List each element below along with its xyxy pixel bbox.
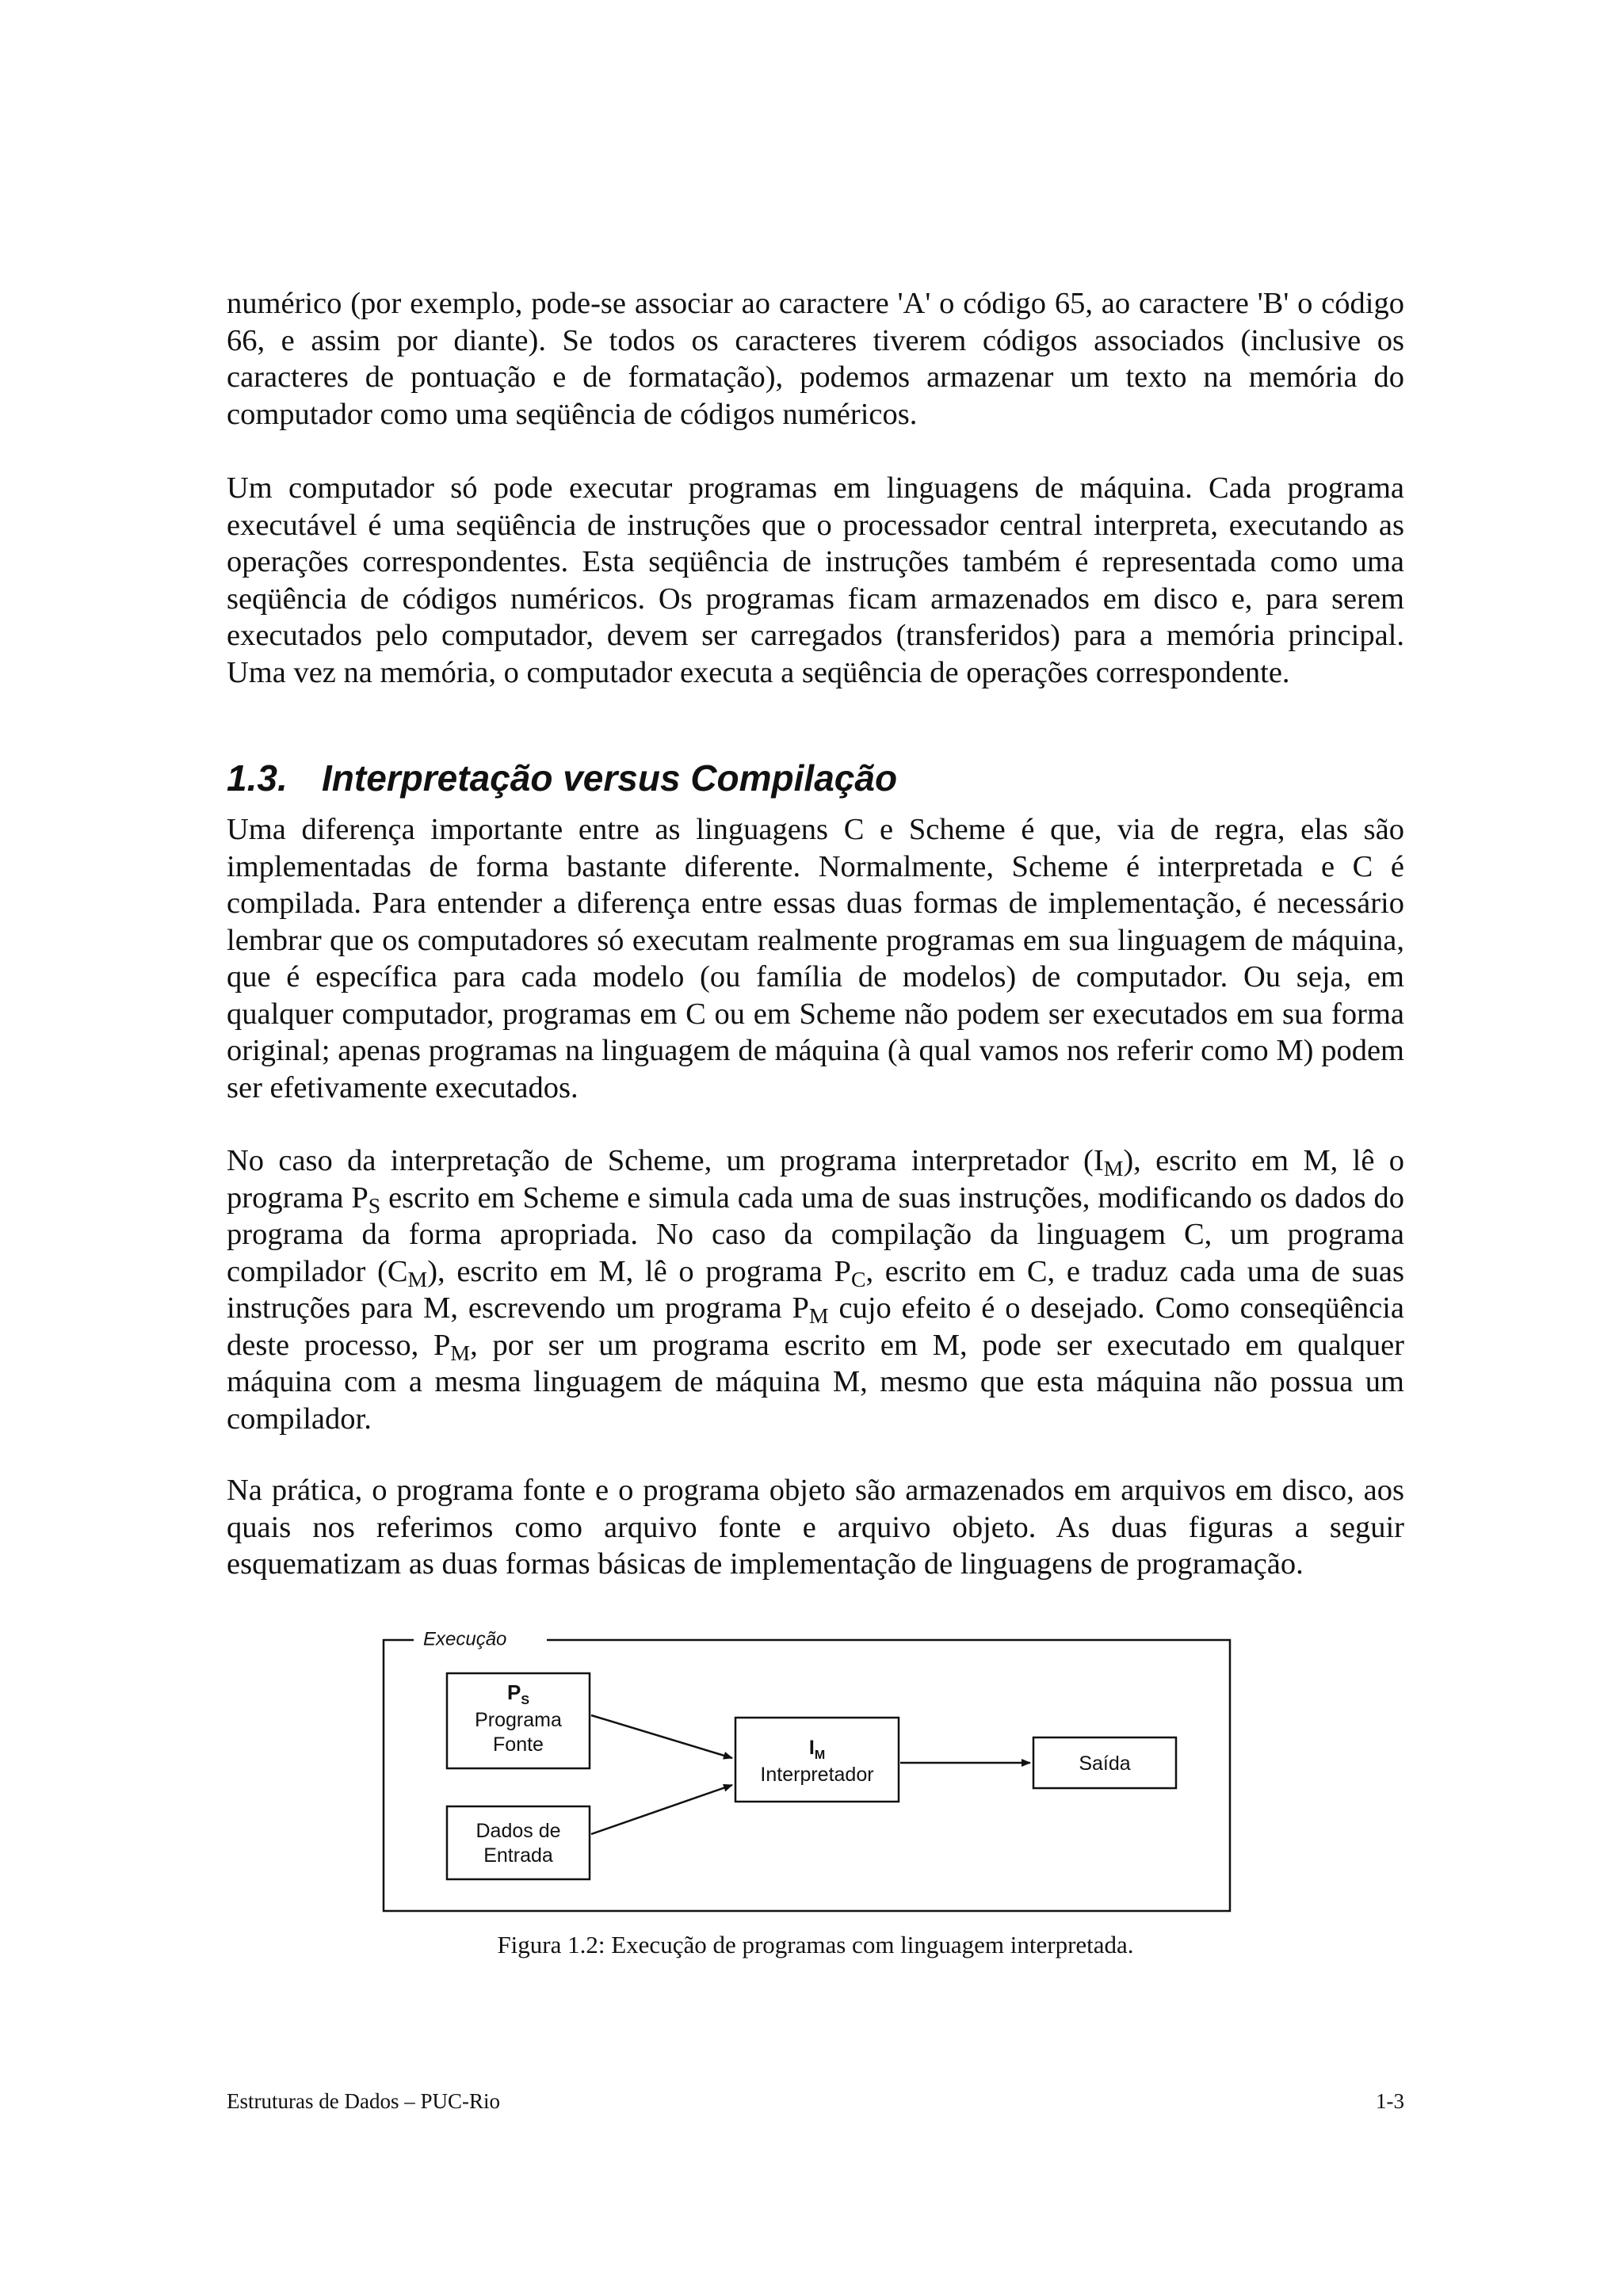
program-label-line1: Programa xyxy=(475,1709,562,1731)
figure-caption: Figura 1.2: Execução de programas com linguagem interpretada. xyxy=(497,1931,1134,1958)
arrow-program-to-interpreter xyxy=(591,1715,732,1758)
section-heading xyxy=(227,757,897,799)
program-symbol: $P_S$ xyxy=(506,1680,530,1707)
paragraph-interpretation-compilation: No caso da interpretação de Scheme, um programa interpretador $(I_M)$, escrito em M, lê o programa $P_S$ escrito em Scheme e simula cada uma de suas instruções, modificando os dados do programa da forma apropriada. No caso da compilação da linguagem C, um programa compilador $(C_M)$, escrito em M, lê o programa $P_C$, escrito em C, e traduz cada uma de suas instruções para M, escrevendo um programa $P_M$ cujo efeito é o desejado. Como conseqüência deste processo, $P_M$, por ser um programa escrito em M, pode ser executado em qualquer máquina com a mesma linguagem de máquina M, mesmo que esta máquina não possua um compilador. xyxy=(227,1144,1405,1436)
arrow-data-to-interpreter xyxy=(591,1785,732,1834)
program-label-line2: Fonte xyxy=(493,1733,544,1756)
execution-diagram xyxy=(380,1616,1236,1917)
section-number: 1.3. xyxy=(227,757,288,799)
paragraph-character-codes: numérico (por exemplo, pode-se associar ao caractere 'A' o código 65, ao caractere 'B' o código 66, e assim por diante). Se todos os caracteres tiverem códigos associados (inclusive os caracteres de pontuação e de formatação), podemos armazenar um texto na memória do computador como uma seqüência de códigos numéricos. xyxy=(227,287,1404,431)
input-data-line1: Dados de xyxy=(475,1820,561,1842)
output-label: Saída xyxy=(1079,1753,1131,1775)
paragraph-machine-language: Um computador só pode executar programas em linguagens de máquina. Cada programa executável é uma seqüência de instruções que o processador central interpreta, executando as operações correspondentes. Esta seqüência de instruções também é representada como uma seqüência de códigos numéricos. Os programas ficam armazenados em disco e, para serem executados pelo computador, devem ser carregados (transferidos) para a memória principal. Uma vez na memória, o computador executa a seqüência de operações correspondente. xyxy=(227,471,1404,689)
frame-label: Execução xyxy=(423,1628,507,1650)
paragraph-c-vs-scheme: Uma diferença importante entre as linguagens C e Scheme é que, via de regra, elas são implementadas de forma bastante diferente. Normalmente, Scheme é interpretada e C é compilada. Para entender a diferença entre essas duas formas de implementação, é necessário lembrar que os computadores só executam realmente programas em sua linguagem de máquina, que é específica para cada modelo (ou família de modelos) de computador. Ou seja, em qualquer computador, programas em C ou em Scheme não podem ser executados em sua forma original; apenas programas na linguagem de máquina (à qual vamos nos referir como M) podem ser efetivamente executados. xyxy=(227,813,1404,1104)
section-title: Interpretação versus Compilação xyxy=(322,757,898,799)
interpreter-symbol: $I_M$ xyxy=(808,1737,826,1762)
interpreter-label: Interpretador xyxy=(760,1764,874,1786)
input-data-line2: Entrada xyxy=(483,1844,553,1867)
paragraph-source-object-files: Na prática, o programa fonte e o programa objeto são armazenados em arquivos em disco, aos quais nos referimos como arquivo fonte e arquivo objeto. As duas figuras a seguir esquematizam as duas formas básicas de implementação de linguagens de programação. xyxy=(227,1474,1404,1581)
footer-title: Estruturas de Dados – PUC-Rio xyxy=(227,2089,500,2113)
input-data-box xyxy=(447,1806,590,1879)
page-number: 1-3 xyxy=(1376,2089,1404,2113)
